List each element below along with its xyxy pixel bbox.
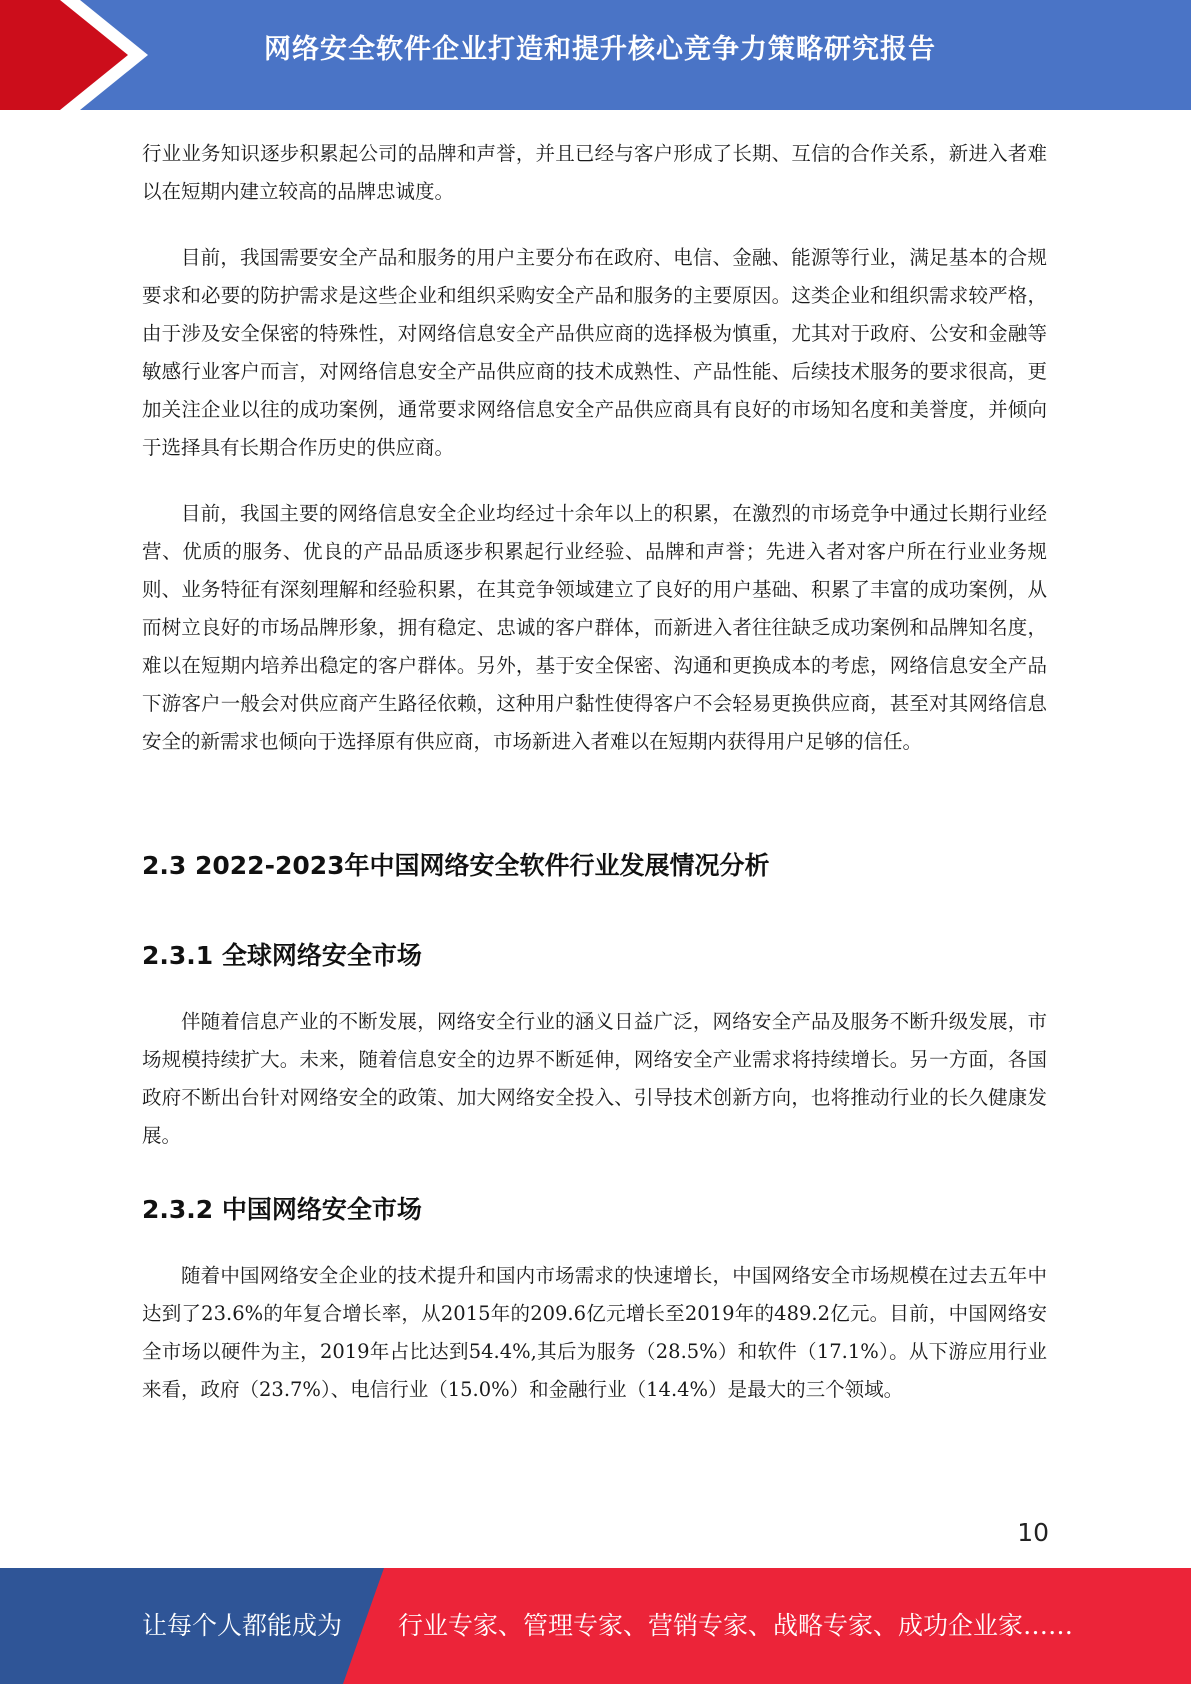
page-footer: [0, 1568, 1191, 1684]
paragraph: 伴随着信息产业的不断发展，网络安全行业的涵义日益广泛，网络安全产品及服务不断升级发展，市场规模持续扩大。未来，随着信息安全的边界不断延伸，网络安全产业需求将持续增长。另一方面，各国政府不断出台针对网络安全的政策、加大网络安全投入、引导技术创新方向，也将推动行业的长久健康发展。: [142, 1010, 1047, 1147]
footer-slogan-right: 行业专家、管理专家、营销专家、战略专家、成功企业家……: [398, 1611, 1074, 1640]
paragraph: 目前，我国主要的网络信息安全企业均经过十余年以上的积累，在激烈的市场竞争中通过长期行业经营、优质的服务、优良的产品品质逐步积累起行业经验、品牌和声誉；先进入者对客户所在行业业务规则、业务特征有深刻理解和经验积累，在其竞争领域建立了良好的用户基础、积累了丰富的成功案例，从而树立良好的市场品牌形象，拥有稳定、忠诚的客户群体，而新进入者往往缺乏成功案例和品牌知名度，难以在短期内培养出稳定的客户群体。另外，基于安全保密、沟通和更换成本的考虑，网络信息安全产品下游客户一般会对供应商产生路径依赖，这种用户黏性使得客户不会轻易更换供应商，甚至对其网络信息安全的新需求也倾向于选择原有供应商，市场新进入者难以在短期内获得用户足够的信任。: [142, 502, 1047, 753]
footer-slogan-left: 让每个人都能成为: [142, 1611, 343, 1640]
paragraph: 行业业务知识逐步积累起公司的品牌和声誉，并且已经与客户形成了长期、互信的合作关系，新进入者难以在短期内建立较高的品牌忠诚度。: [142, 142, 1047, 203]
section-heading-2-3-2: 2.3.2 中国网络安全市场: [142, 1195, 422, 1224]
document-body: [142, 135, 1047, 1409]
paragraph: 目前，我国需要安全产品和服务的用户主要分布在政府、电信、金融、能源等行业，满足基本的合规要求和必要的防护需求是这些企业和组织采购安全产品和服务的主要原因。这类企业和组织需求较严格，由于涉及安全保密的特殊性，对网络信息安全产品供应商的选择极为慎重，尤其对于政府、公安和金融等敏感行业客户而言，对网络信息安全产品供应商的技术成熟性、产品性能、后续技术服务的要求很高，更加关注企业以往的成功案例，通常要求网络信息安全产品供应商具有良好的市场知名度和美誉度，并倾向于选择具有长期合作历史的供应商。: [142, 246, 1047, 459]
page-header: [0, 0, 1191, 110]
section-heading-2-3-1: 2.3.1 全球网络安全市场: [142, 941, 422, 970]
header-chevron-decoration: [0, 0, 160, 110]
page-number: 10: [1017, 1518, 1049, 1547]
report-title: 网络安全软件企业打造和提升核心竞争力策略研究报告: [264, 34, 936, 65]
paragraph: 随着中国网络安全企业的技术提升和国内市场需求的快速增长，中国网络安全市场规模在过去五年中达到了23.6%的年复合增长率，从2015年的209.6亿元增长至2019年的489.2亿元。目前，中国网络安全市场以硬件为主，2019年占比达到54.4%,其后为服务（28.5%）和软件（17.1%）。从下游应用行业来看，政府（23.7%）、电信行业（15.0%）和金融行业（14.4%）是最大的三个领域。: [142, 1264, 1047, 1401]
section-heading-2-3: 2.3 2022-2023年中国网络安全软件行业发展情况分析: [142, 851, 770, 880]
